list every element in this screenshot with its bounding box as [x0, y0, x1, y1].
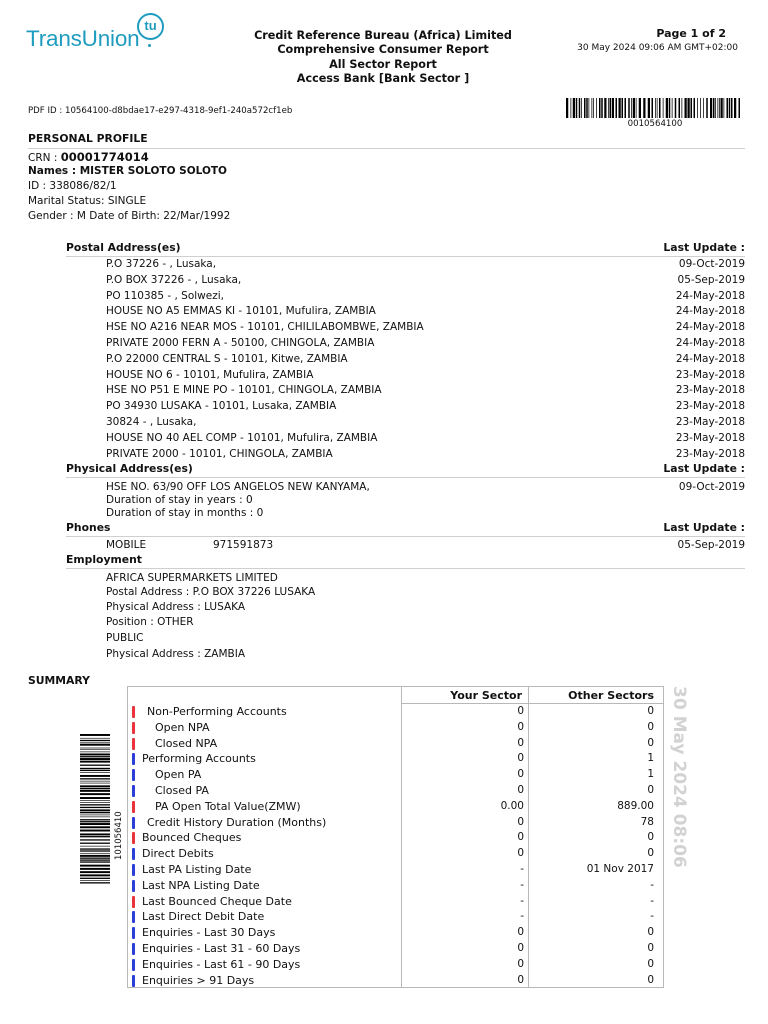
summary-row	[128, 704, 663, 720]
stay-years: Duration of stay in years : 0	[106, 494, 253, 506]
blue-indicator	[132, 753, 135, 765]
blue-indicator	[132, 943, 135, 955]
date-watermark	[668, 684, 692, 884]
postal-address-list	[106, 258, 745, 466]
blue-indicator	[132, 817, 135, 829]
summary-header	[128, 687, 663, 704]
summary-row	[128, 909, 663, 925]
names: Names : MISTER SOLOTO SOLOTO	[28, 165, 227, 177]
personal-profile-title: PERSONAL PROFILE	[28, 132, 148, 145]
summary-label: Last Bounced Cheque Date	[142, 894, 292, 908]
summary-label: Non-Performing Accounts	[147, 705, 287, 718]
summary-row	[128, 878, 663, 894]
summary-label: PA Open Total Value(ZMW)	[155, 799, 301, 813]
postal-address-text: HSE NO P51 E MINE PO - 10101, CHINGOLA, ZAMBIA	[106, 384, 382, 397]
your-sector-value: 0	[517, 705, 524, 717]
blue-indicator	[132, 864, 135, 876]
summary-row	[128, 925, 663, 941]
summary-label: Direct Debits	[142, 847, 214, 861]
summary-row	[128, 783, 663, 799]
employer-physical: Physical Address : LUSAKA	[106, 601, 246, 613]
postal-address-text: HOUSE NO 6 - 10101, Mufulira, ZAMBIA	[106, 368, 314, 381]
col-other-sectors: Other Sectors	[529, 687, 664, 704]
your-sector-value: 0	[517, 831, 524, 844]
blue-indicator	[132, 911, 135, 923]
summary-label: Closed NPA	[155, 736, 218, 750]
stay-months: Duration of stay in months : 0	[106, 507, 264, 519]
postal-address-date: 23-May-2018	[675, 368, 745, 381]
title-line: Credit Reference Bureau (Africa) Limited	[254, 29, 512, 42]
postal-address-date: 24-May-2018	[675, 289, 745, 302]
postal-address-date: 24-May-2018	[675, 321, 745, 334]
red-indicator	[132, 722, 135, 734]
employment-physical-address: Physical Address : ZAMBIA	[106, 648, 245, 660]
physical-address: HSE NO. 63/90 OFF LOS ANGELOS NEW KANYAMA,	[106, 481, 370, 493]
other-sectors-value: 0	[647, 720, 654, 733]
postal-address-text: P.O 22000 CENTRAL S - 10101, Kitwe, ZAMBIA	[106, 352, 348, 365]
summary-label: Closed PA	[155, 784, 209, 797]
crn-line	[28, 150, 149, 164]
your-sector-value: 0	[517, 784, 524, 796]
summary-label: Credit History Duration (Months)	[147, 815, 327, 829]
your-sector-value: -	[520, 863, 524, 875]
summary-label: Last PA Listing Date	[142, 863, 252, 876]
watermark-text: 30 May 2024 08:06	[669, 686, 689, 868]
your-sector-value: 0	[517, 736, 524, 749]
other-sectors-value: 0	[647, 942, 654, 954]
your-sector-value: 0	[517, 720, 524, 733]
other-sectors-value: 78	[640, 815, 654, 828]
postal-address-date: 23-May-2018	[675, 416, 745, 428]
red-indicator	[132, 738, 135, 750]
employer-postal: Postal Address : P.O BOX 37226 LUSAKA	[106, 586, 316, 598]
side-barcode-text: 101056410	[114, 811, 124, 860]
red-indicator	[132, 706, 135, 718]
summary-label: Enquiries > 91 Days	[142, 973, 255, 987]
summary-row	[128, 894, 663, 910]
title-line: Comprehensive Consumer Report	[277, 43, 489, 57]
your-sector-value: -	[520, 910, 524, 923]
summary-row	[128, 846, 663, 862]
postal-address-text: PO 34930 LUSAKA - 10101, Lusaka, ZAMBIA	[106, 400, 337, 413]
physical-address-title: Physical Address(es)	[66, 462, 193, 475]
divider	[66, 568, 745, 569]
logo-dot	[148, 44, 151, 47]
other-sectors-value: -	[650, 878, 654, 891]
summary-row	[128, 973, 663, 989]
summary-label: Enquiries - Last 61 - 90 Days	[142, 957, 301, 971]
other-sectors-value: -	[650, 910, 654, 923]
other-sectors-value: 1	[647, 752, 654, 765]
postal-address-row	[106, 400, 745, 416]
other-sectors-value: 0	[647, 736, 654, 749]
summary-row	[128, 736, 663, 752]
summary-row	[128, 767, 663, 783]
divider	[66, 477, 745, 478]
other-sectors-value: 0	[647, 847, 654, 860]
report-title	[230, 29, 536, 86]
summary-row	[128, 941, 663, 957]
col-your-sector: Your Sector	[402, 687, 528, 704]
postal-address-text: P.O 37226 - , Lusaka,	[106, 258, 217, 270]
postal-address-row	[106, 258, 745, 274]
other-sectors-value: 01 Nov 2017	[586, 863, 654, 875]
blue-indicator	[132, 927, 135, 939]
postal-address-text: HSE NO A216 NEAR MOS - 10101, CHILILABOMBWE, ZAMBIA	[106, 321, 424, 334]
summary-label: Last Direct Debit Date	[142, 910, 265, 924]
summary-label: Enquiries - Last 31 - 60 Days	[142, 942, 301, 955]
summary-label: Last NPA Listing Date	[142, 878, 260, 892]
page-number: Page 1 of 2	[656, 27, 726, 40]
your-sector-value: 0.00	[500, 799, 524, 812]
other-sectors-value: 0	[647, 973, 654, 986]
summary-row	[128, 720, 663, 736]
summary-label: Enquiries - Last 30 Days	[142, 926, 276, 940]
physical-last-update-label: Last Update :	[663, 462, 745, 475]
summary-row	[128, 830, 663, 846]
your-sector-value: 0	[517, 768, 524, 781]
side-barcode-icon	[80, 734, 110, 884]
blue-indicator	[132, 785, 135, 797]
employment-title: Employment	[66, 553, 142, 566]
phone-date: 05-Sep-2019	[677, 539, 745, 551]
summary-row	[128, 751, 663, 767]
postal-last-update-label: Last Update :	[663, 241, 745, 254]
title-line: All Sector Report	[329, 57, 437, 71]
side-barcode-number	[112, 760, 124, 860]
postal-address-row	[106, 432, 745, 448]
other-sectors-value: 0	[647, 926, 654, 939]
your-sector-value: 0	[517, 847, 524, 860]
gender-dob: Gender : M Date of Birth: 22/Mar/1992	[28, 210, 231, 222]
barcode-icon	[566, 98, 744, 118]
postal-address-text: PRIVATE 2000 FERN A - 50100, CHINGOLA, ZAMBIA	[106, 337, 375, 349]
id-number: ID : 338086/82/1	[28, 180, 117, 192]
divider	[28, 148, 745, 149]
your-sector-value: -	[520, 878, 524, 891]
postal-address-date: 23-May-2018	[675, 400, 745, 413]
postal-address-date: 23-May-2018	[675, 447, 745, 460]
blue-indicator	[132, 959, 135, 971]
phones-last-update-label: Last Update :	[663, 521, 745, 534]
summary-row	[128, 815, 663, 831]
logo-text: TransUnion	[26, 26, 140, 51]
phones-title: Phones	[66, 521, 111, 534]
postal-address-row	[106, 337, 745, 353]
summary-row	[128, 957, 663, 973]
blue-indicator	[132, 848, 135, 860]
your-sector-value: 0	[517, 957, 524, 970]
divider	[66, 256, 745, 257]
logo-badge: tu	[137, 13, 164, 40]
postal-address-row	[106, 290, 745, 306]
summary-label: Open PA	[155, 768, 202, 782]
postal-address-row	[106, 384, 745, 400]
summary-title: SUMMARY	[28, 674, 90, 687]
postal-address-row	[106, 353, 745, 369]
your-sector-value: 0	[517, 815, 524, 828]
postal-address-title: Postal Address(es)	[66, 241, 181, 254]
postal-address-row	[106, 305, 745, 321]
summary-table	[127, 686, 664, 988]
postal-address-date: 05-Sep-2019	[677, 273, 745, 286]
your-sector-value: 0	[517, 973, 524, 986]
other-sectors-value: -	[650, 894, 654, 907]
employer-name: AFRICA SUPERMARKETS LIMITED	[106, 572, 278, 584]
postal-address-text: PRIVATE 2000 - 10101, CHINGOLA, ZAMBIA	[106, 447, 333, 460]
divider	[66, 536, 745, 537]
other-sectors-value: 1	[647, 768, 654, 781]
postal-address-date: 24-May-2018	[675, 352, 745, 365]
other-sectors-value: 0	[647, 784, 654, 796]
red-indicator	[132, 832, 135, 844]
postal-address-text: PO 110385 - , Solwezi,	[106, 289, 224, 302]
postal-address-date: 09-Oct-2019	[678, 258, 745, 270]
red-indicator	[132, 801, 135, 813]
employment-sector: PUBLIC	[106, 632, 144, 644]
transunion-logo	[26, 18, 176, 62]
summary-label: Bounced Cheques	[142, 831, 242, 845]
postal-address-text: HOUSE NO A5 EMMAS KI - 10101, Mufulira, ZAMBIA	[106, 305, 376, 318]
your-sector-value: 0	[517, 752, 524, 765]
your-sector-value: -	[520, 894, 524, 907]
postal-address-text: P.O BOX 37226 - , Lusaka,	[106, 273, 242, 286]
report-date: 30 May 2024 09:06 AM GMT+02:00	[577, 43, 738, 53]
your-sector-value: 0	[517, 942, 524, 954]
red-indicator	[132, 896, 135, 908]
blue-indicator	[132, 975, 135, 987]
postal-address-row	[106, 321, 745, 337]
summary-row	[128, 799, 663, 815]
phone-number: 971591873	[213, 539, 274, 551]
title-line: Access Bank [Bank Sector ]	[296, 71, 470, 85]
postal-address-text: HOUSE NO 40 AEL COMP - 10101, Mufulira, ZAMBIA	[106, 431, 378, 444]
postal-address-date: 24-May-2018	[675, 337, 745, 349]
pdf-id: PDF ID : 10564100-d8bdae17-e297-4318-9ef1-240a572cf1eb	[28, 106, 293, 116]
marital-status: Marital Status: SINGLE	[28, 195, 147, 207]
postal-address-text: 30824 - , Lusaka,	[106, 416, 197, 428]
postal-address-row	[106, 416, 745, 432]
summary-label: Open NPA	[155, 720, 210, 734]
other-sectors-value: 0	[647, 957, 654, 970]
summary-label: Performing Accounts	[142, 752, 256, 766]
crn-value: 00001774014	[60, 150, 149, 164]
barcode-number: 0010564100	[627, 119, 683, 129]
other-sectors-value: 0	[647, 831, 654, 844]
crn-label: CRN :	[28, 152, 58, 164]
phone-type: MOBILE	[106, 539, 147, 551]
postal-address-date: 23-May-2018	[675, 384, 745, 397]
postal-address-row	[106, 369, 745, 385]
physical-address-date: 09-Oct-2019	[678, 481, 745, 493]
other-sectors-value: 0	[647, 705, 654, 717]
postal-address-row	[106, 274, 745, 290]
postal-address-date: 23-May-2018	[675, 431, 745, 444]
postal-address-date: 24-May-2018	[675, 305, 745, 318]
other-sectors-value: 889.00	[617, 799, 654, 812]
your-sector-value: 0	[517, 926, 524, 939]
blue-indicator	[132, 769, 135, 781]
blue-indicator	[132, 880, 135, 892]
summary-row	[128, 862, 663, 878]
employment-position: Position : OTHER	[106, 616, 194, 628]
